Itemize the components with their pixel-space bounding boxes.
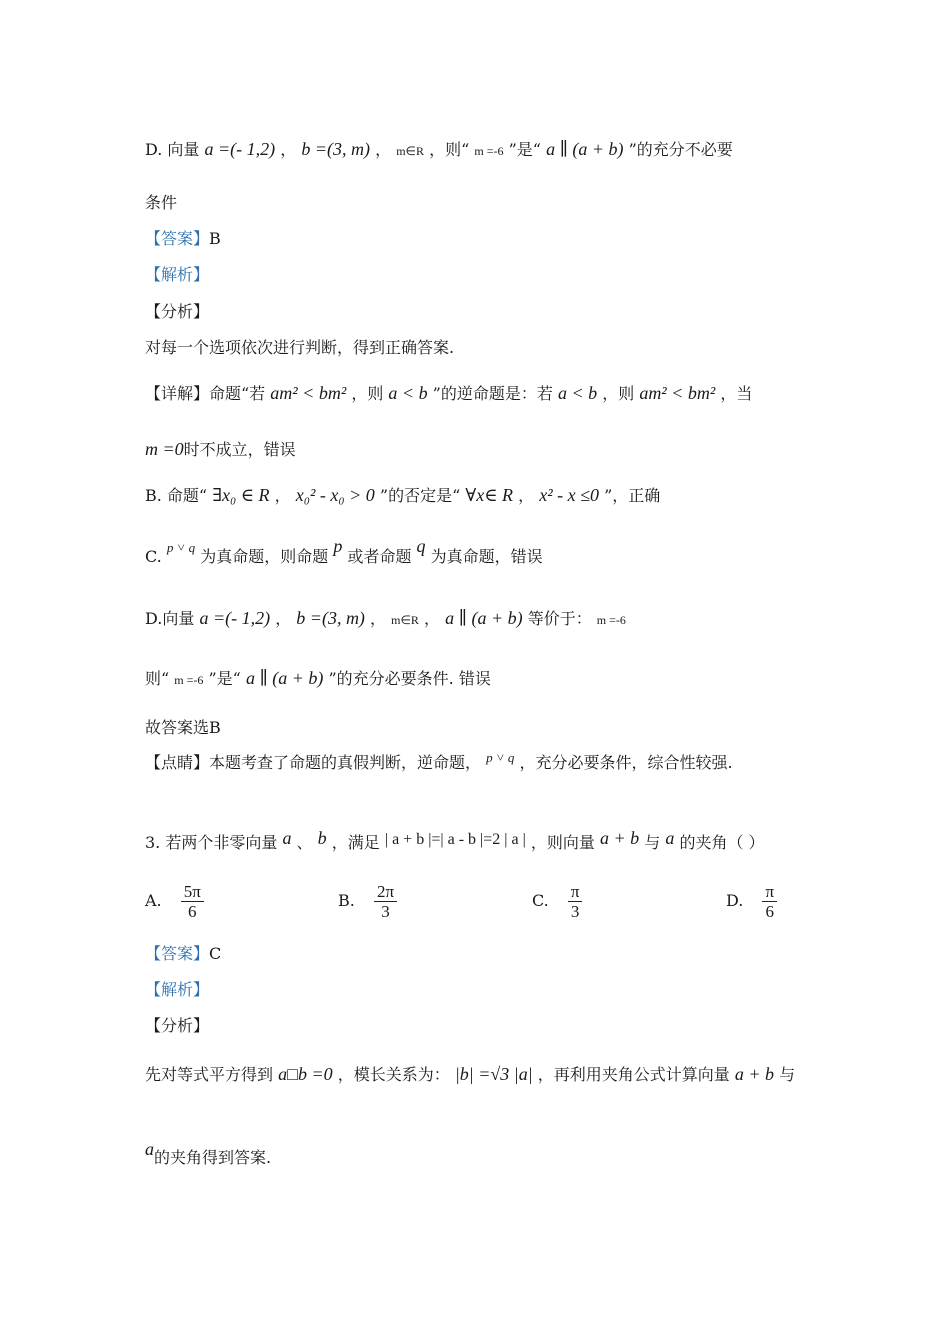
fenxi-tag: 【分析】: [145, 302, 210, 321]
math-vector-b: b =(3, m): [301, 139, 371, 159]
option-label: B.: [338, 891, 355, 910]
text: ”，正确: [604, 486, 661, 505]
text: 的夹角得到答案.: [154, 1148, 272, 1167]
answer-line-2: [145, 943, 221, 965]
text: ，当: [720, 384, 753, 403]
math-q: q: [416, 536, 426, 556]
option-label: D.: [726, 891, 744, 910]
denominator: 6: [188, 902, 197, 921]
text: ，: [280, 140, 297, 159]
numerator: π: [568, 882, 583, 902]
text: D. 向量: [145, 140, 200, 159]
text: 的夹角（ ）: [679, 833, 765, 852]
denominator: 3: [570, 902, 580, 921]
math-dot-product: a□b =0: [278, 1064, 333, 1084]
math-m-zero: m =0: [145, 439, 184, 459]
option-d: [726, 882, 777, 921]
text: 与: [779, 1065, 796, 1084]
math-a-plus-b: a + b: [599, 828, 640, 848]
text: ”的充分必要条件. 错误: [328, 669, 491, 688]
answer-line-1: [145, 228, 221, 250]
math-p-or-q: p ˅ q: [166, 540, 196, 555]
text: 为真命题，错误: [430, 547, 543, 566]
text: ，则: [602, 384, 635, 403]
math-forall: ∀x∈ R: [465, 485, 514, 505]
math-m-eq: m =-6: [596, 613, 626, 627]
text: ”的逆命题是：若: [432, 384, 553, 403]
text: 3. 若两个非零向量: [145, 833, 278, 852]
text: ，则“: [429, 140, 470, 159]
option-c: [532, 882, 582, 921]
text: ，满足: [331, 833, 380, 852]
fraction: [374, 882, 397, 921]
text: 先对等式平方得到: [145, 1065, 274, 1084]
math-inequality: am² < bm²: [270, 383, 347, 403]
text: ，再利用夹角公式计算向量: [537, 1065, 730, 1084]
text: 时不成立，错误: [183, 440, 296, 459]
text: 、: [296, 833, 313, 852]
math-a: a: [282, 828, 292, 848]
numerator: 2π: [374, 882, 397, 902]
option-b: [338, 882, 397, 921]
math-inequality: x² - x ≤0: [539, 485, 599, 505]
answer-value: B: [209, 229, 221, 248]
text: ”的否定是“: [379, 486, 461, 505]
text: ，: [275, 609, 292, 628]
math-vector-b: b =(3, m): [296, 608, 365, 628]
comment-line: [145, 752, 733, 775]
answer-value: C: [209, 944, 222, 963]
denominator: 6: [765, 902, 774, 921]
question-3: [145, 828, 765, 855]
fraction: [762, 882, 777, 921]
math-inequality: a < b: [388, 383, 428, 403]
text: B. 命题“: [145, 486, 208, 505]
text-line: [145, 438, 296, 461]
text: 则“: [145, 669, 170, 688]
numerator: π: [762, 882, 777, 902]
math-a: a: [665, 828, 675, 848]
option-d-line: [145, 138, 733, 162]
text: ”是“: [508, 140, 541, 159]
fraction: [568, 882, 583, 921]
option-label: C.: [532, 891, 549, 910]
math-a-plus-b: a + b: [734, 1064, 775, 1084]
option-b-line: [145, 484, 660, 507]
text-line: 条件: [145, 193, 178, 212]
text: ，充分必要条件，综合性较强.: [519, 753, 733, 772]
math-parallel: a ∥ (a + b): [245, 668, 324, 688]
text: C.: [145, 547, 162, 566]
math-m-in-r: m∈R: [391, 613, 419, 627]
detail-line: [145, 382, 752, 405]
text: ，: [424, 609, 441, 628]
text: 【详解】命题“若: [145, 384, 266, 403]
math-inequality: x₀² - x₀ > 0: [295, 485, 375, 505]
analysis-tag: 【解析】: [145, 265, 210, 284]
option-d-detail-line: [145, 607, 626, 631]
math-inequality: a < b: [557, 383, 598, 403]
math-vector-a: a =(- 1,2): [204, 139, 276, 159]
text: ，则: [351, 384, 384, 403]
math-inequality: am² < bm²: [639, 383, 716, 403]
text: ，则向量: [530, 833, 595, 852]
option-a: [145, 882, 204, 921]
answer-tag: 【答案】: [145, 229, 210, 248]
text: 或者命题: [347, 547, 412, 566]
text: ，: [370, 609, 387, 628]
math-parallel: a ∥ (a + b): [546, 139, 624, 159]
math-modulus: |b| =√3 |a|: [454, 1064, 533, 1084]
denominator: 3: [381, 902, 390, 921]
text-line: [145, 1139, 272, 1169]
math-parallel: a ∥ (a + b): [445, 608, 523, 628]
text: 为真命题，则命题: [200, 547, 329, 566]
text-line: [145, 1063, 795, 1086]
text-line: 对每一个选项依次进行判断，得到正确答案.: [145, 338, 455, 357]
option-label: A.: [145, 891, 162, 910]
math-vector-a: a =(- 1,2): [199, 608, 271, 628]
numerator: 5π: [181, 882, 204, 902]
text-line: 故答案选B: [145, 718, 221, 737]
fraction: [181, 882, 204, 921]
math-p: p: [333, 536, 343, 556]
text: D.向量: [145, 609, 195, 628]
text: ，: [518, 486, 535, 505]
math-m-in-r: m∈R: [396, 144, 425, 158]
math-a: a: [145, 1139, 154, 1159]
math-m-eq: m =-6: [474, 144, 504, 158]
option-c-line: [145, 536, 543, 569]
text-line: [145, 667, 491, 691]
text: 与: [644, 833, 661, 852]
fenxi-tag: 【分析】: [145, 1016, 210, 1035]
text: 【点睛】本题考查了命题的真假判断，逆命题，: [145, 753, 482, 772]
answer-tag: 【答案】: [145, 944, 210, 963]
text: ，模长关系为：: [337, 1065, 450, 1084]
analysis-tag: 【解析】: [145, 980, 210, 999]
math-exists: ∃x₀ ∈ R: [212, 485, 270, 505]
text: ”的充分不必要: [628, 140, 733, 159]
math-condition: | a + b |=| a - b |=2 | a |: [384, 831, 526, 848]
text: ，: [274, 486, 291, 505]
math-b: b: [317, 828, 327, 848]
text: 等价于：: [527, 609, 592, 628]
math-m-eq: m =-6: [174, 673, 204, 687]
text: ”是“: [208, 669, 241, 688]
math-p-or-q: p ˅ q: [486, 750, 515, 765]
text: ，: [375, 140, 392, 159]
